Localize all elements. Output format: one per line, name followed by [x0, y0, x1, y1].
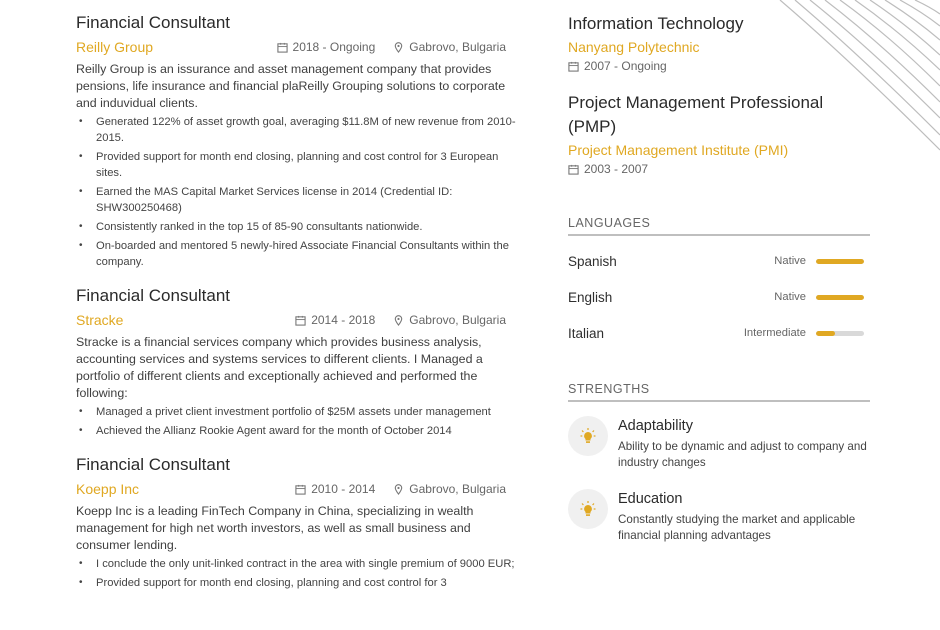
achievement-list: [76, 556, 518, 591]
achievement-item: • Provided support for month end closing, planning and cost control for 3 European sites.: [76, 149, 518, 181]
achievement-item: • Generated 122% of asset growth goal, averaging $11.8M of new revenue from 2010-2015.: [76, 114, 518, 146]
proficiency-bar: [816, 331, 864, 336]
achievement-list: [76, 114, 518, 270]
job-description: Reilly Group is an issurance and asset management company that provides pensions, life insurance and financial plaReilly Grouping solutions to corporate and induvidual clients.: [76, 62, 506, 110]
proficiency-bar: [816, 259, 864, 264]
language-level: Intermediate: [743, 327, 806, 339]
strength-title: Education: [618, 491, 683, 507]
calendar-icon: [295, 484, 306, 495]
location-pin-icon: [393, 484, 404, 495]
language-row: [568, 322, 870, 344]
strength-description: Ability to be dynamic and adjust to company and industry changes: [618, 440, 867, 469]
education-entry: [568, 12, 870, 73]
job-location: Gabrovo, Bulgaria: [409, 40, 506, 54]
strength-item: [568, 416, 870, 471]
calendar-icon: [568, 164, 579, 175]
company-name: Reilly Group: [76, 39, 154, 55]
location-pin-icon: [393, 42, 404, 53]
job-title: Financial Consultant: [76, 13, 231, 32]
achievement-item: • On-boarded and mentored 5 newly-hired Associate Financial Consultants within the company.: [76, 238, 518, 270]
lightbulb-icon: [568, 489, 608, 529]
proficiency-fill: [816, 295, 864, 300]
proficiency-fill: [816, 331, 835, 336]
location-pin-icon: [393, 315, 404, 326]
company-name: Stracke: [76, 312, 124, 328]
experience-column: [76, 12, 518, 606]
school-name: Nanyang Polytechnic: [568, 39, 700, 55]
experience-entry: [76, 454, 518, 591]
job-location: Gabrovo, Bulgaria: [409, 482, 506, 496]
company-name: Koepp Inc: [76, 481, 140, 497]
degree-title: Project Management Professional (PMP): [568, 93, 824, 136]
language-row: [568, 286, 870, 308]
strength-title: Adaptability: [618, 418, 693, 434]
experience-entry: [76, 285, 518, 439]
language-name: Italian: [568, 325, 605, 341]
job-description: Koepp Inc is a leading FinTech Company in China, specializing in wealth management for high net worth investors, as well as small business and consumer lending.: [76, 504, 474, 552]
language-level: Native: [774, 291, 806, 303]
proficiency-fill: [816, 259, 864, 264]
languages-heading: LANGUAGES: [568, 216, 870, 236]
strength-description: Constantly studying the market and applicable financial planning advantages: [618, 513, 856, 542]
sidebar-column: [568, 12, 870, 562]
language-name: Spanish: [568, 253, 617, 269]
education-dates: 2007 - Ongoing: [584, 59, 667, 73]
job-dates: 2018 - Ongoing: [292, 40, 376, 54]
lightbulb-icon: [568, 416, 608, 456]
language-level: Native: [774, 255, 806, 267]
strengths-heading: STRENGTHS: [568, 382, 870, 402]
calendar-icon: [568, 61, 579, 72]
calendar-icon: [295, 315, 306, 326]
achievement-list: [76, 404, 518, 439]
education-entry: [568, 91, 870, 176]
language-row: [568, 250, 870, 272]
language-name: English: [568, 289, 613, 305]
strength-item: [568, 489, 870, 544]
achievement-item: • I conclude the only unit-linked contract in the area with single premium of 9000 EUR;: [76, 556, 518, 572]
job-title: Financial Consultant: [76, 455, 231, 474]
education-dates: 2003 - 2007: [584, 162, 649, 176]
job-title: Financial Consultant: [76, 286, 231, 305]
proficiency-bar: [816, 295, 864, 300]
job-dates: 2014 - 2018: [311, 313, 376, 327]
achievement-item: • Earned the MAS Capital Market Services license in 2014 (Credential ID: SHW300250468): [76, 184, 518, 216]
calendar-icon: [277, 42, 288, 53]
job-dates: 2010 - 2014: [311, 482, 376, 496]
achievement-item: • Provided support for month end closing, planning and cost control for 3: [76, 575, 518, 591]
achievement-item: • Achieved the Allianz Rookie Agent award for the month of October 2014: [76, 423, 518, 439]
job-location: Gabrovo, Bulgaria: [409, 313, 506, 327]
school-name: Project Management Institute (PMI): [568, 142, 789, 158]
degree-title: Information Technology: [568, 14, 744, 33]
job-description: Stracke is a financial services company which provides business analysis, accounting services and systems services to different clients. I Managed a portfolio of different clients and exceptionally achieved and performed the following:: [76, 335, 483, 400]
achievement-item: • Consistently ranked in the top 15 of 85-90 consultants nationwide.: [76, 219, 518, 235]
achievement-item: • Managed a privet client investment portfolio of $25M assets under management: [76, 404, 518, 420]
experience-entry: [76, 12, 518, 270]
